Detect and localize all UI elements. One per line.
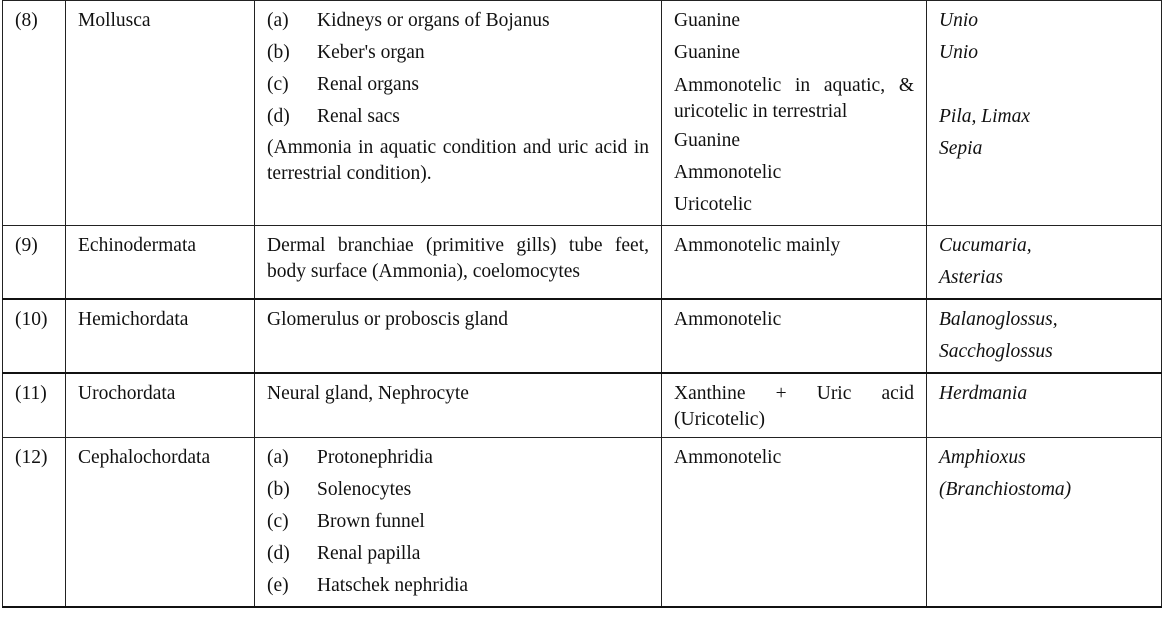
row-number: (11) — [3, 373, 66, 438]
product-item: Uricotelic — [674, 194, 752, 215]
example-cell — [927, 373, 1162, 438]
example-item: Balanoglossus, — [939, 309, 1058, 330]
example-cell — [927, 438, 1162, 608]
product-item: Ammonotelic — [674, 447, 782, 468]
organs-text: Glomerulus or proboscis gland — [267, 309, 509, 330]
table-row — [3, 299, 1162, 373]
example-item: (Branchiostoma) — [939, 479, 1072, 500]
organs-text: Dermal branchiae (primitive gills) tube feet, body surface (Ammonia), coelomocytes — [267, 235, 649, 282]
excretory-product-cell — [662, 299, 927, 373]
phylum-name: Mollusca — [66, 1, 255, 226]
organs-text: Neural gland, Nephrocyte — [267, 383, 469, 404]
example-item: Pila, Limax — [939, 106, 1030, 127]
example-item: Sacchoglossus — [939, 341, 1053, 362]
table-row — [3, 438, 1162, 608]
example-item — [939, 69, 1149, 101]
excretory-organs-cell — [255, 438, 662, 608]
example-item: Cucumaria, — [939, 235, 1032, 256]
row-number: (10) — [3, 299, 66, 373]
phylum-name: Urochordata — [66, 373, 255, 438]
excretory-organs-cell — [255, 299, 662, 373]
organs-note: (Ammonia in aquatic condition and uric acid in terrestrial condition). — [267, 137, 649, 184]
organ-item: (d) Renal sacs — [267, 106, 400, 127]
product-item: Ammonotelic — [674, 309, 782, 330]
organ-item: (a) Kidneys or organs of Bojanus — [267, 10, 550, 31]
phylum-name: Echinodermata — [66, 226, 255, 300]
excretory-organs-cell — [255, 1, 662, 226]
organ-item: (b) Keber's organ — [267, 42, 425, 63]
excretory-product-cell — [662, 226, 927, 300]
product-item: Guanine — [674, 130, 741, 151]
excretion-table — [2, 0, 1162, 608]
example-cell — [927, 226, 1162, 300]
example-item: Asterias — [939, 267, 1003, 288]
excretory-product-cell — [662, 373, 927, 438]
row-number: (9) — [3, 226, 66, 300]
product-item: Ammonotelic in aquatic, & uricotelic in terrestrial — [674, 75, 914, 122]
excretory-product-cell — [662, 438, 927, 608]
phylum-name: Cephalochordata — [66, 438, 255, 608]
product-item: Ammonotelic mainly — [674, 235, 841, 256]
organ-item: (b) Solenocytes — [267, 479, 412, 500]
example-cell — [927, 299, 1162, 373]
organ-item: (d) Renal papilla — [267, 543, 421, 564]
example-item: Unio — [939, 42, 978, 63]
product-item: Guanine — [674, 42, 741, 63]
example-item: Sepia — [939, 138, 983, 159]
organ-item: (e) Hatschek nephridia — [267, 575, 469, 596]
excretory-product-cell — [662, 1, 927, 226]
table-row — [3, 373, 1162, 438]
product-item: Ammonotelic — [674, 162, 782, 183]
example-item: Unio — [939, 10, 978, 31]
organ-item: (c) Brown funnel — [267, 511, 425, 532]
excretory-organs-cell — [255, 373, 662, 438]
row-number: (8) — [3, 1, 66, 226]
example-item: Amphioxus — [939, 447, 1026, 468]
row-number: (12) — [3, 438, 66, 608]
phylum-name: Hemichordata — [66, 299, 255, 373]
product-item: Guanine — [674, 10, 741, 31]
example-cell — [927, 1, 1162, 226]
table-row — [3, 226, 1162, 300]
organ-item: (c) Renal organs — [267, 74, 419, 95]
example-item: Herdmania — [939, 383, 1028, 404]
product-item: Xanthine + Uric acid (Uricotelic) — [674, 383, 914, 430]
table-row — [3, 1, 1162, 226]
excretory-organs-cell — [255, 226, 662, 300]
organ-item: (a) Protonephridia — [267, 447, 433, 468]
